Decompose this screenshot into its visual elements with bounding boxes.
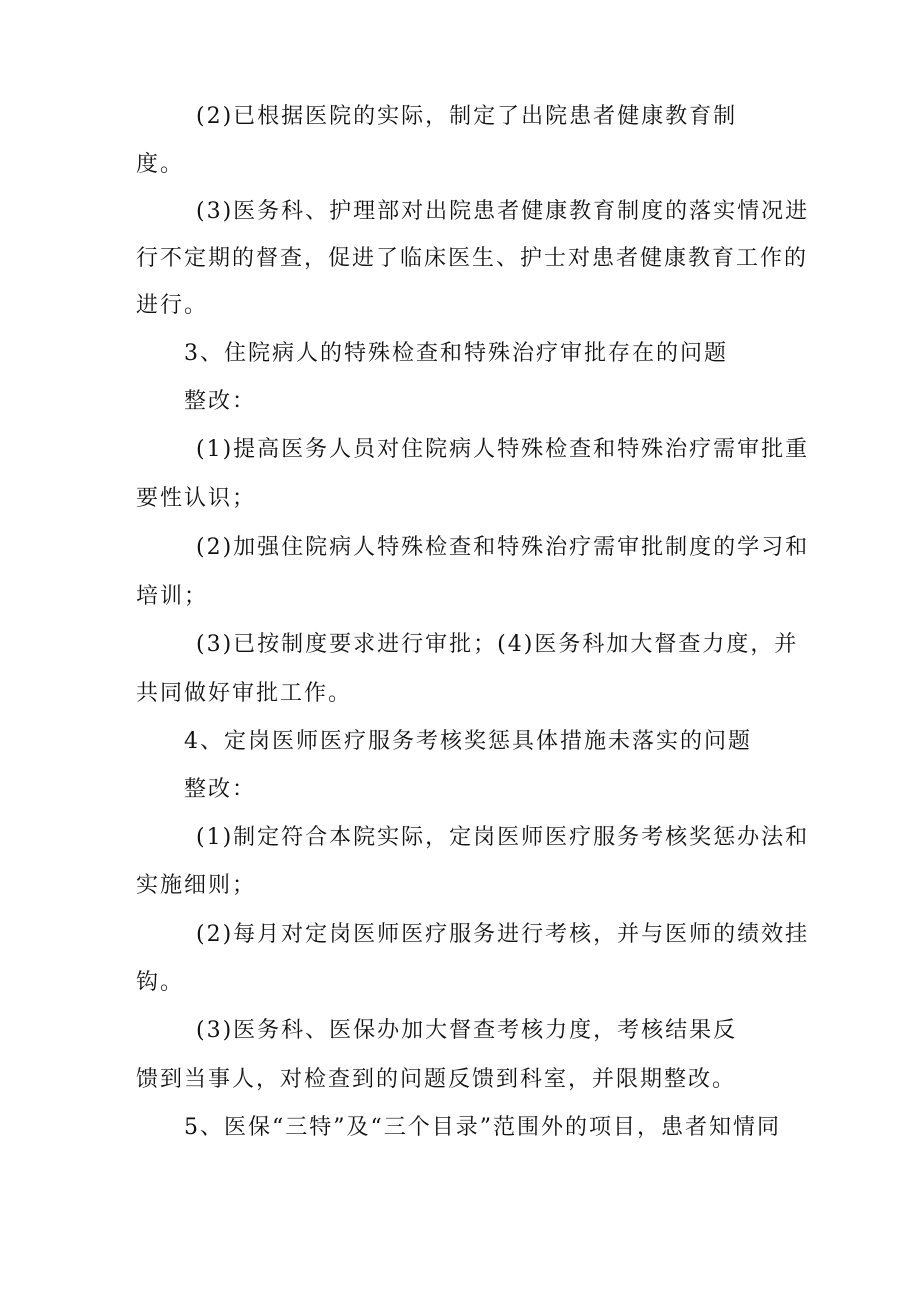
text-line-19: 钩。 <box>136 970 185 995</box>
text-line-12: (3)已按制度要求进行审批；(4)医务科加大督查力度，并 <box>196 632 799 657</box>
text-line-2: 度。 <box>136 152 185 177</box>
text-line-17: 实施细则； <box>136 873 257 898</box>
text-line-4: 行不定期的督查，促进了临床医生、护士对患者健康教育工作的 <box>136 246 809 271</box>
section-heading-3: 3、住院病人的特殊检查和特殊治疗审批存在的问题 <box>184 341 728 366</box>
text-line-16: (1)制定符合本院实际，定岗医师医疗服务考核奖惩办法和 <box>196 825 810 850</box>
text-line-20: (3)医务科、医保办加大督查考核力度，考核结果反 <box>196 1018 738 1043</box>
text-line-13: 共同做好审批工作。 <box>136 681 353 706</box>
text-line-10: (2)加强住院病人特殊检查和特殊治疗需审批制度的学习和 <box>196 535 810 560</box>
text-line-9: 要性认识； <box>136 486 257 511</box>
text-line-5: 进行。 <box>136 293 209 318</box>
rectification-label-1: 整改： <box>184 389 257 414</box>
text-line-21: 馈到当事人，对检查到的问题反馈到科室，并限期整改。 <box>136 1067 737 1092</box>
section-heading-5: 5、医保“三特”及“三个目录”范围外的项目，患者知情同 <box>184 1115 781 1140</box>
text-line-18: (2)每月对定岗医师医疗服务进行考核，并与医师的绩效挂 <box>196 922 810 947</box>
text-line-11: 培训； <box>136 584 209 609</box>
text-line-1: (2)已根据医院的实际，制定了出院患者健康教育制 <box>196 104 738 129</box>
text-line-8: (1)提高医务人员对住院病人特殊检查和特殊治疗需审批重 <box>196 437 810 462</box>
section-heading-4: 4、定岗医师医疗服务考核奖惩具体措施未落实的问题 <box>184 729 752 754</box>
rectification-label-2: 整改： <box>184 777 257 802</box>
text-line-3: (3)医务科、护理部对出院患者健康教育制度的落实情况进 <box>196 199 810 224</box>
